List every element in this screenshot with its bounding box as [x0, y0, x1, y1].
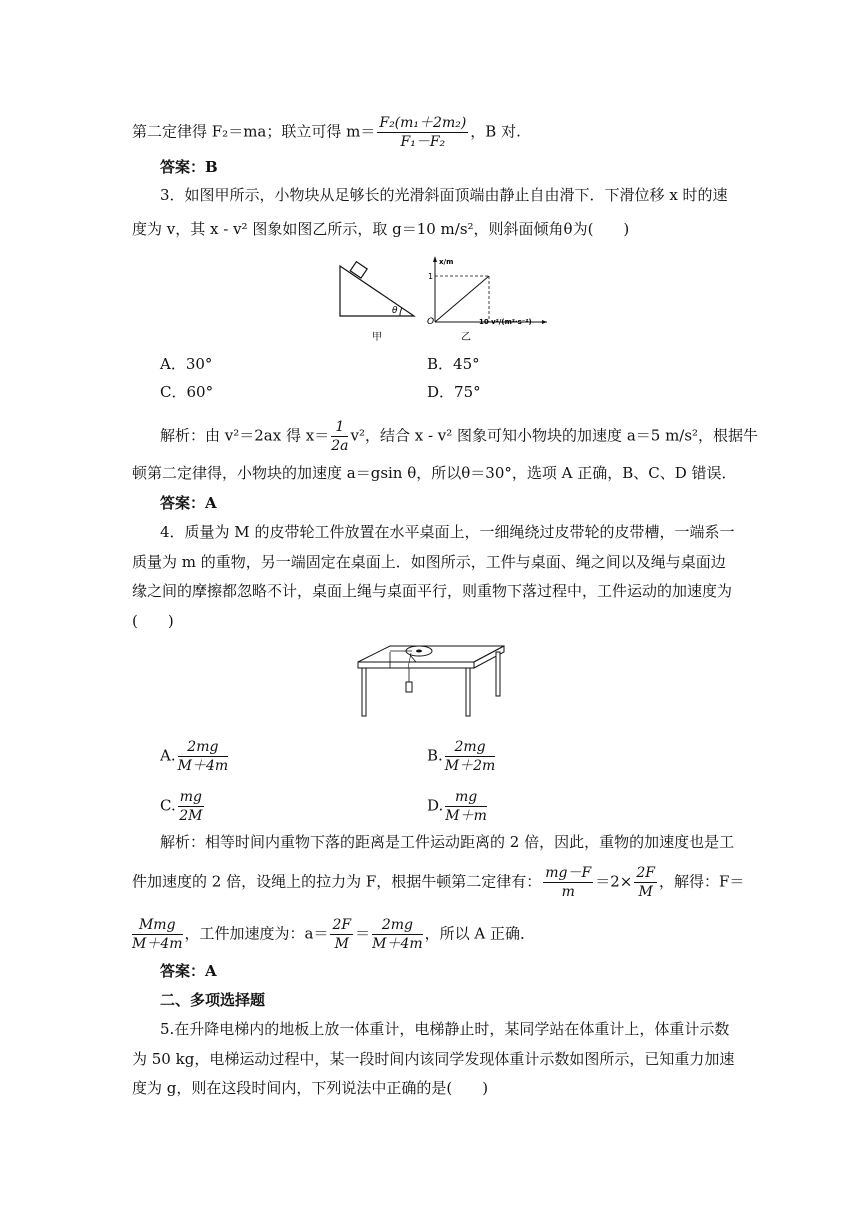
top-line	[132, 114, 521, 151]
q5-line1: 5.在升降电梯内的地板上放一体重计，电梯静止时，某同学站在体重计上，体重计示数	[160, 1020, 730, 1038]
fig-jia-label: 甲	[372, 332, 382, 343]
graph-origin: O	[427, 317, 435, 327]
q3-answer: 答案：A	[160, 494, 217, 512]
q3-option-a: A．30°	[160, 355, 213, 373]
q4-figure-table	[356, 638, 506, 718]
q3-solution-line1: 解析：由 v²＝2ax 得 x＝ $\frac{1}{2a}$ v²，结合 x - v² 图象可知小物块的加速度 a＝5 m/s²，根据牛	[160, 419, 759, 454]
q3-figure-graph	[425, 254, 550, 346]
q4-option-a: A. $\frac{2mg}{M+4m}$	[160, 739, 229, 774]
top-pre: 第二定律得 F₂＝ma；联立可得 m＝	[132, 122, 376, 141]
q4-option-c: C. $\frac{mg}{2M}$	[160, 789, 203, 824]
graph-xtick: 10 v²/(m²·s⁻²)	[479, 318, 532, 326]
q5-line3: 度为 g，则在这段时间内，下列说法中正确的是( )	[132, 1079, 489, 1097]
q3-option-c: C．60°	[160, 383, 214, 401]
top-post: ，B 对.	[470, 122, 521, 141]
section-heading: 二、多项选择题	[160, 991, 266, 1009]
graph-one-label: 1	[428, 272, 434, 281]
q4-line2: 质量为 m 的重物，另一端固定在桌面上．如图所示，工件与桌面、绳之间以及绳与桌面边	[132, 553, 726, 571]
q4-solution-line1: 解析：相等时间内重物下落的距离是工件运动距离的 2 倍，因此，重物的加速度也是工	[160, 833, 735, 851]
answer-2: 答案：B	[160, 158, 218, 176]
top-fraction: $\frac{\text{F₂(m₁＋2m₂)}}{\text{F₁－F₂}}$	[379, 115, 467, 150]
q4-solution-line2: 件加速度的 2 倍，设绳上的拉力为 F，根据牛顿第二定律有： $\frac{mg-F}{m}$ ＝2× $\frac{2F}{M}$ ，解得：F＝	[132, 865, 745, 900]
q5-line2: 为 50 kg，电梯运动过程中，某一段时间内该同学发现体重计示数如图所示，已知重力加速	[132, 1050, 735, 1068]
q3-figure-incline	[334, 258, 420, 348]
q4-solution-line3: $\frac{\text{Mmg}}{M+4m}$ ，工件加速度为：a＝ $\frac{2F}{M}$ ＝ $\frac{2mg}{M+4m}$ ，所以 A 正确．	[132, 917, 536, 952]
q4-line1: 4．质量为 M 的皮带轮工件放置在水平桌面上，一细绳绕过皮带轮的皮带槽，一端系一	[160, 523, 735, 541]
q3-option-b: B．45°	[427, 355, 480, 373]
graph-ylabel: x/m	[439, 258, 454, 266]
q3-sol-fraction: $\frac{1}{2a}$	[331, 419, 349, 454]
q3-line2: 度为 v，其 x - v² 图象如图乙所示，取 g＝10 m/s²，则斜面倾角θ为( )	[132, 220, 630, 238]
q4-line4: ( )	[132, 612, 174, 630]
q3-line1: 3．如图甲所示，小物块从足够长的光滑斜面顶端由静止自由滑下．下滑位移 x 时的速	[160, 186, 728, 204]
fig-yi-label: 乙	[461, 332, 471, 343]
theta-label: θ	[392, 306, 398, 316]
q4-line3: 缘之间的摩擦都忽略不计，桌面上绳与桌面平行，则重物下落过程中，工件运动的加速度为	[132, 582, 733, 600]
q3-option-d: D．75°	[427, 383, 481, 401]
q3-solution-line2: 顿第二定律得，小物块的加速度 a＝gsin θ，所以θ＝30°，选项 A 正确，B、C、D 错误．	[132, 464, 737, 482]
q4-option-b: B. $\frac{2mg}{M+2m}$	[427, 739, 496, 774]
q4-option-d: D. $\frac{mg}{M+m}$	[427, 789, 487, 824]
q4-answer: 答案：A	[160, 962, 217, 980]
